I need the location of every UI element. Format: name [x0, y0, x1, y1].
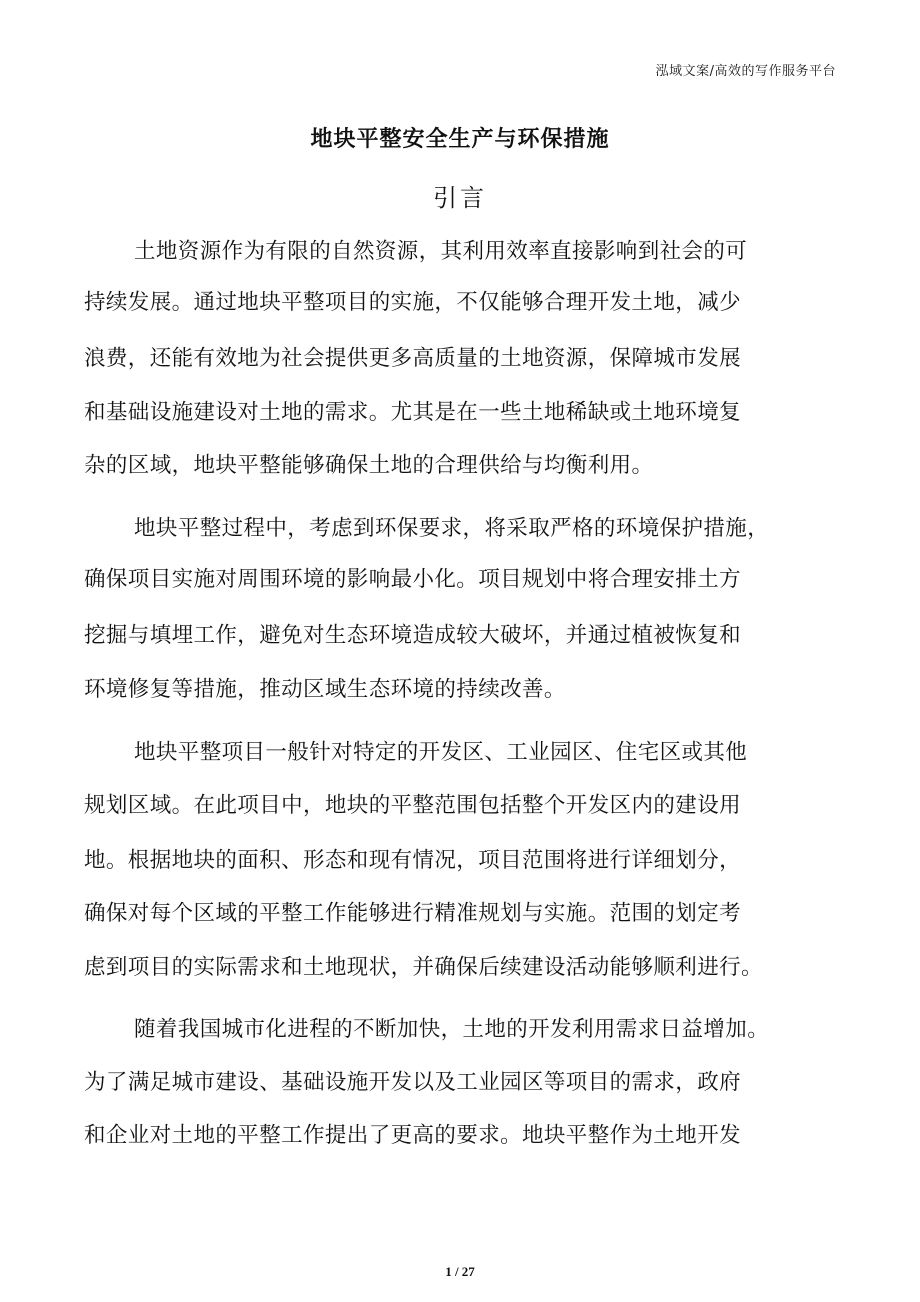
body-line: 挖掘与填埋工作，避免对生态环境造成较大破坏，并通过植被恢复和	[84, 623, 742, 648]
body-line: 地块平整过程中，考虑到环保要求，将采取严格的环境保护措施，	[134, 516, 770, 541]
document-title: 地块平整安全生产与环保措施	[310, 127, 610, 152]
body-line: 和基础设施建设对土地的需求。尤其是在一些土地稀缺或土地环境复	[84, 400, 742, 425]
body-line: 环境修复等措施，推动区域生态环境的持续改善。	[84, 677, 566, 702]
body-line: 随着我国城市化进程的不断加快，土地的开发利用需求日益增加。	[134, 1017, 770, 1042]
body-line: 地。根据地块的面积、形态和现有情况，项目范围将进行详细划分，	[84, 848, 742, 873]
page-number: 1 / 27	[445, 1264, 475, 1279]
body-line: 地块平整项目一般针对特定的开发区、工业园区、住宅区或其他	[134, 740, 748, 765]
body-line: 规划区域。在此项目中，地块的平整范围包括整个开发区内的建设用	[84, 793, 742, 818]
body-line: 杂的区域，地块平整能够确保土地的合理供给与均衡利用。	[84, 453, 654, 478]
section-heading: 引言	[433, 184, 487, 212]
body-line: 确保对每个区域的平整工作能够进行精准规划与实施。范围的划定考	[84, 901, 742, 926]
body-line: 虑到项目的实际需求和土地现状，并确保后续建设活动能够顺利进行。	[84, 955, 763, 980]
body-line: 浪费，还能有效地为社会提供更多高质量的土地资源，保障城市发展	[84, 346, 742, 371]
body-line: 为了满足城市建设、基础设施开发以及工业园区等项目的需求，政府	[84, 1070, 742, 1095]
body-line: 和企业对土地的平整工作提出了更高的要求。地块平整作为土地开发	[84, 1123, 742, 1148]
body-line: 持续发展。通过地块平整项目的实施，不仅能够合理开发土地，减少	[84, 290, 742, 315]
body-line: 确保项目实施对周围环境的影响最小化。项目规划中将合理安排土方	[84, 567, 742, 592]
body-line: 土地资源作为有限的自然资源，其利用效率直接影响到社会的可	[134, 239, 748, 264]
header-brand: 泓域文案/高效的写作服务平台	[655, 64, 836, 79]
